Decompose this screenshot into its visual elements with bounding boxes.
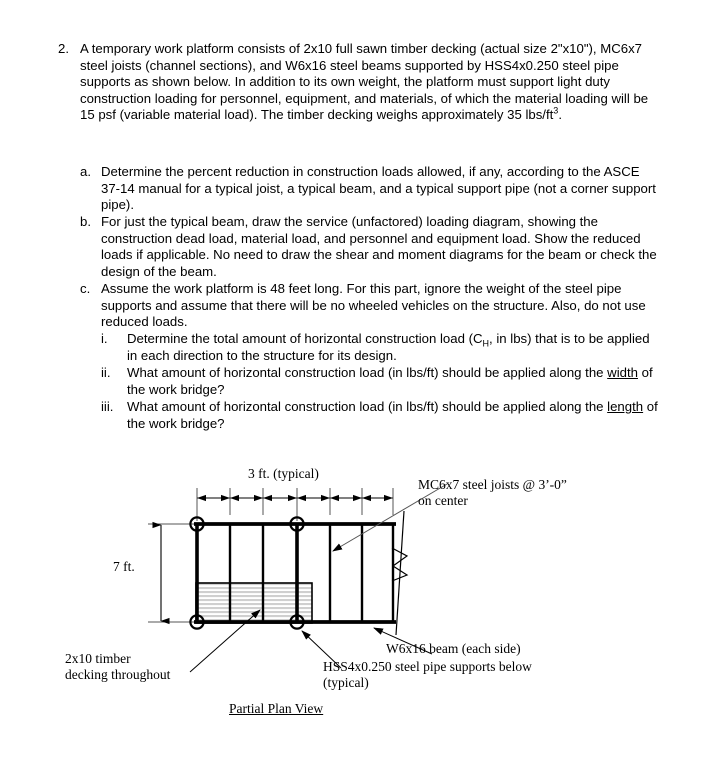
decking-label-line2: decking throughout [65,667,171,682]
problem-item-2 [58,41,658,124]
part-b-marker: b. [80,214,91,229]
subpart-ii-text-before: What amount of horizontal construction load (in lbs/ft) should be applied along the [127,365,608,380]
subpart-ii-text [127,365,661,398]
part-c-marker: c. [80,281,91,296]
intro-line-4: the platform must support light duty construction loading for personnel, equipment, [80,74,611,106]
pipe-label-line2: (typical) [323,675,369,690]
figure-title: Partial Plan View [229,701,324,716]
top-dimension-label: 3 ft. (typical) [248,466,319,481]
subpart-i-text-before: Determine the total amount of horizontal construction load (C [127,331,483,346]
intro-line-5: and materials, of which the material loading will be 15 psf (variable material load). [80,90,649,123]
problem-part-b [80,214,660,280]
subpart-i-text [127,331,661,364]
problem-part-a [80,164,660,214]
intro-line-1: A temporary work platform consists of 2x10 full sawn timber decking (actual size [80,41,547,56]
part-a-marker: a. [80,164,91,179]
joists-label-line2: on center [418,493,468,508]
subpart-ii-text-after: of the work bridge? [127,365,653,397]
subpart-i-marker: i. [101,331,108,346]
intro-line-2: 2"x10"), MC6x7 steel joists (channel sections), and W6x16 steel beams supported [80,41,643,73]
subpart-iii-emphasis: length [607,399,644,414]
unit-exponent: 3 [553,105,559,116]
subpart-i-text-after: , in lbs) that is to be applied in each direction to the structure for its design. [127,331,650,363]
joists-label-line1: MC6x7 steel joists @ 3’-0” [418,477,567,492]
ch-subscript: H [482,338,490,349]
subpart-ii-marker: ii. [101,365,111,380]
intro-line-3: by HSS4x0.250 steel pipe supports as shown below. In addition to its own weight, [80,57,619,90]
subpart-iii-text-before: What amount of horizontal construction load (in lbs/ft) should be applied along the [127,399,608,414]
left-dimension-label: 7 ft. [113,559,135,574]
problem-subpart-i [101,331,661,364]
intro-line-6: The timber decking weighs approximately 35 lbs/ft [260,107,554,123]
problem-part-c [80,281,660,331]
subpart-iii-text-after: of the work bridge? [127,399,658,431]
part-c-text: Assume the work platform is 48 feet long. For this part, ignore the weight of the steel pipe supports and assume that there will be no wheeled vehicles on the structure. Also, do not use reduced loads. [101,281,646,330]
pipe-label-line1: HSS4x0.250 steel pipe supports below [323,659,532,674]
intro-period: . [558,107,562,123]
problem-intro-text [80,41,658,124]
partial-plan-view-figure [0,455,709,730]
problem-number: 2. [58,41,69,56]
subpart-iii-marker: iii. [101,399,114,414]
subpart-iii-text [127,399,661,432]
beam-label: W6x16 beam (each side) [386,641,521,656]
part-b-text: For just the typical beam, draw the service (unfactored) loading diagram, showing the construction dead load, material load, and personnel and equipment load. Show the reduced loads if applicable. No need to draw the shear and moment diagrams for the beam or check the design of the beam. [101,214,657,279]
problem-subpart-iii [101,399,661,432]
subpart-ii-emphasis: width [607,365,638,380]
top-dimension-extension-lines [197,488,393,521]
left-dimension-extension-lines [148,524,200,622]
problem-subpart-ii [101,365,661,398]
part-a-text: Determine the percent reduction in construction loads allowed, if any, according to the ASCE 37-14 manual for a typical joist, a typical beam, and a typical support pipe (not a corner support pipe). [101,164,656,213]
decking-label-line1: 2x10 timber [65,651,131,666]
